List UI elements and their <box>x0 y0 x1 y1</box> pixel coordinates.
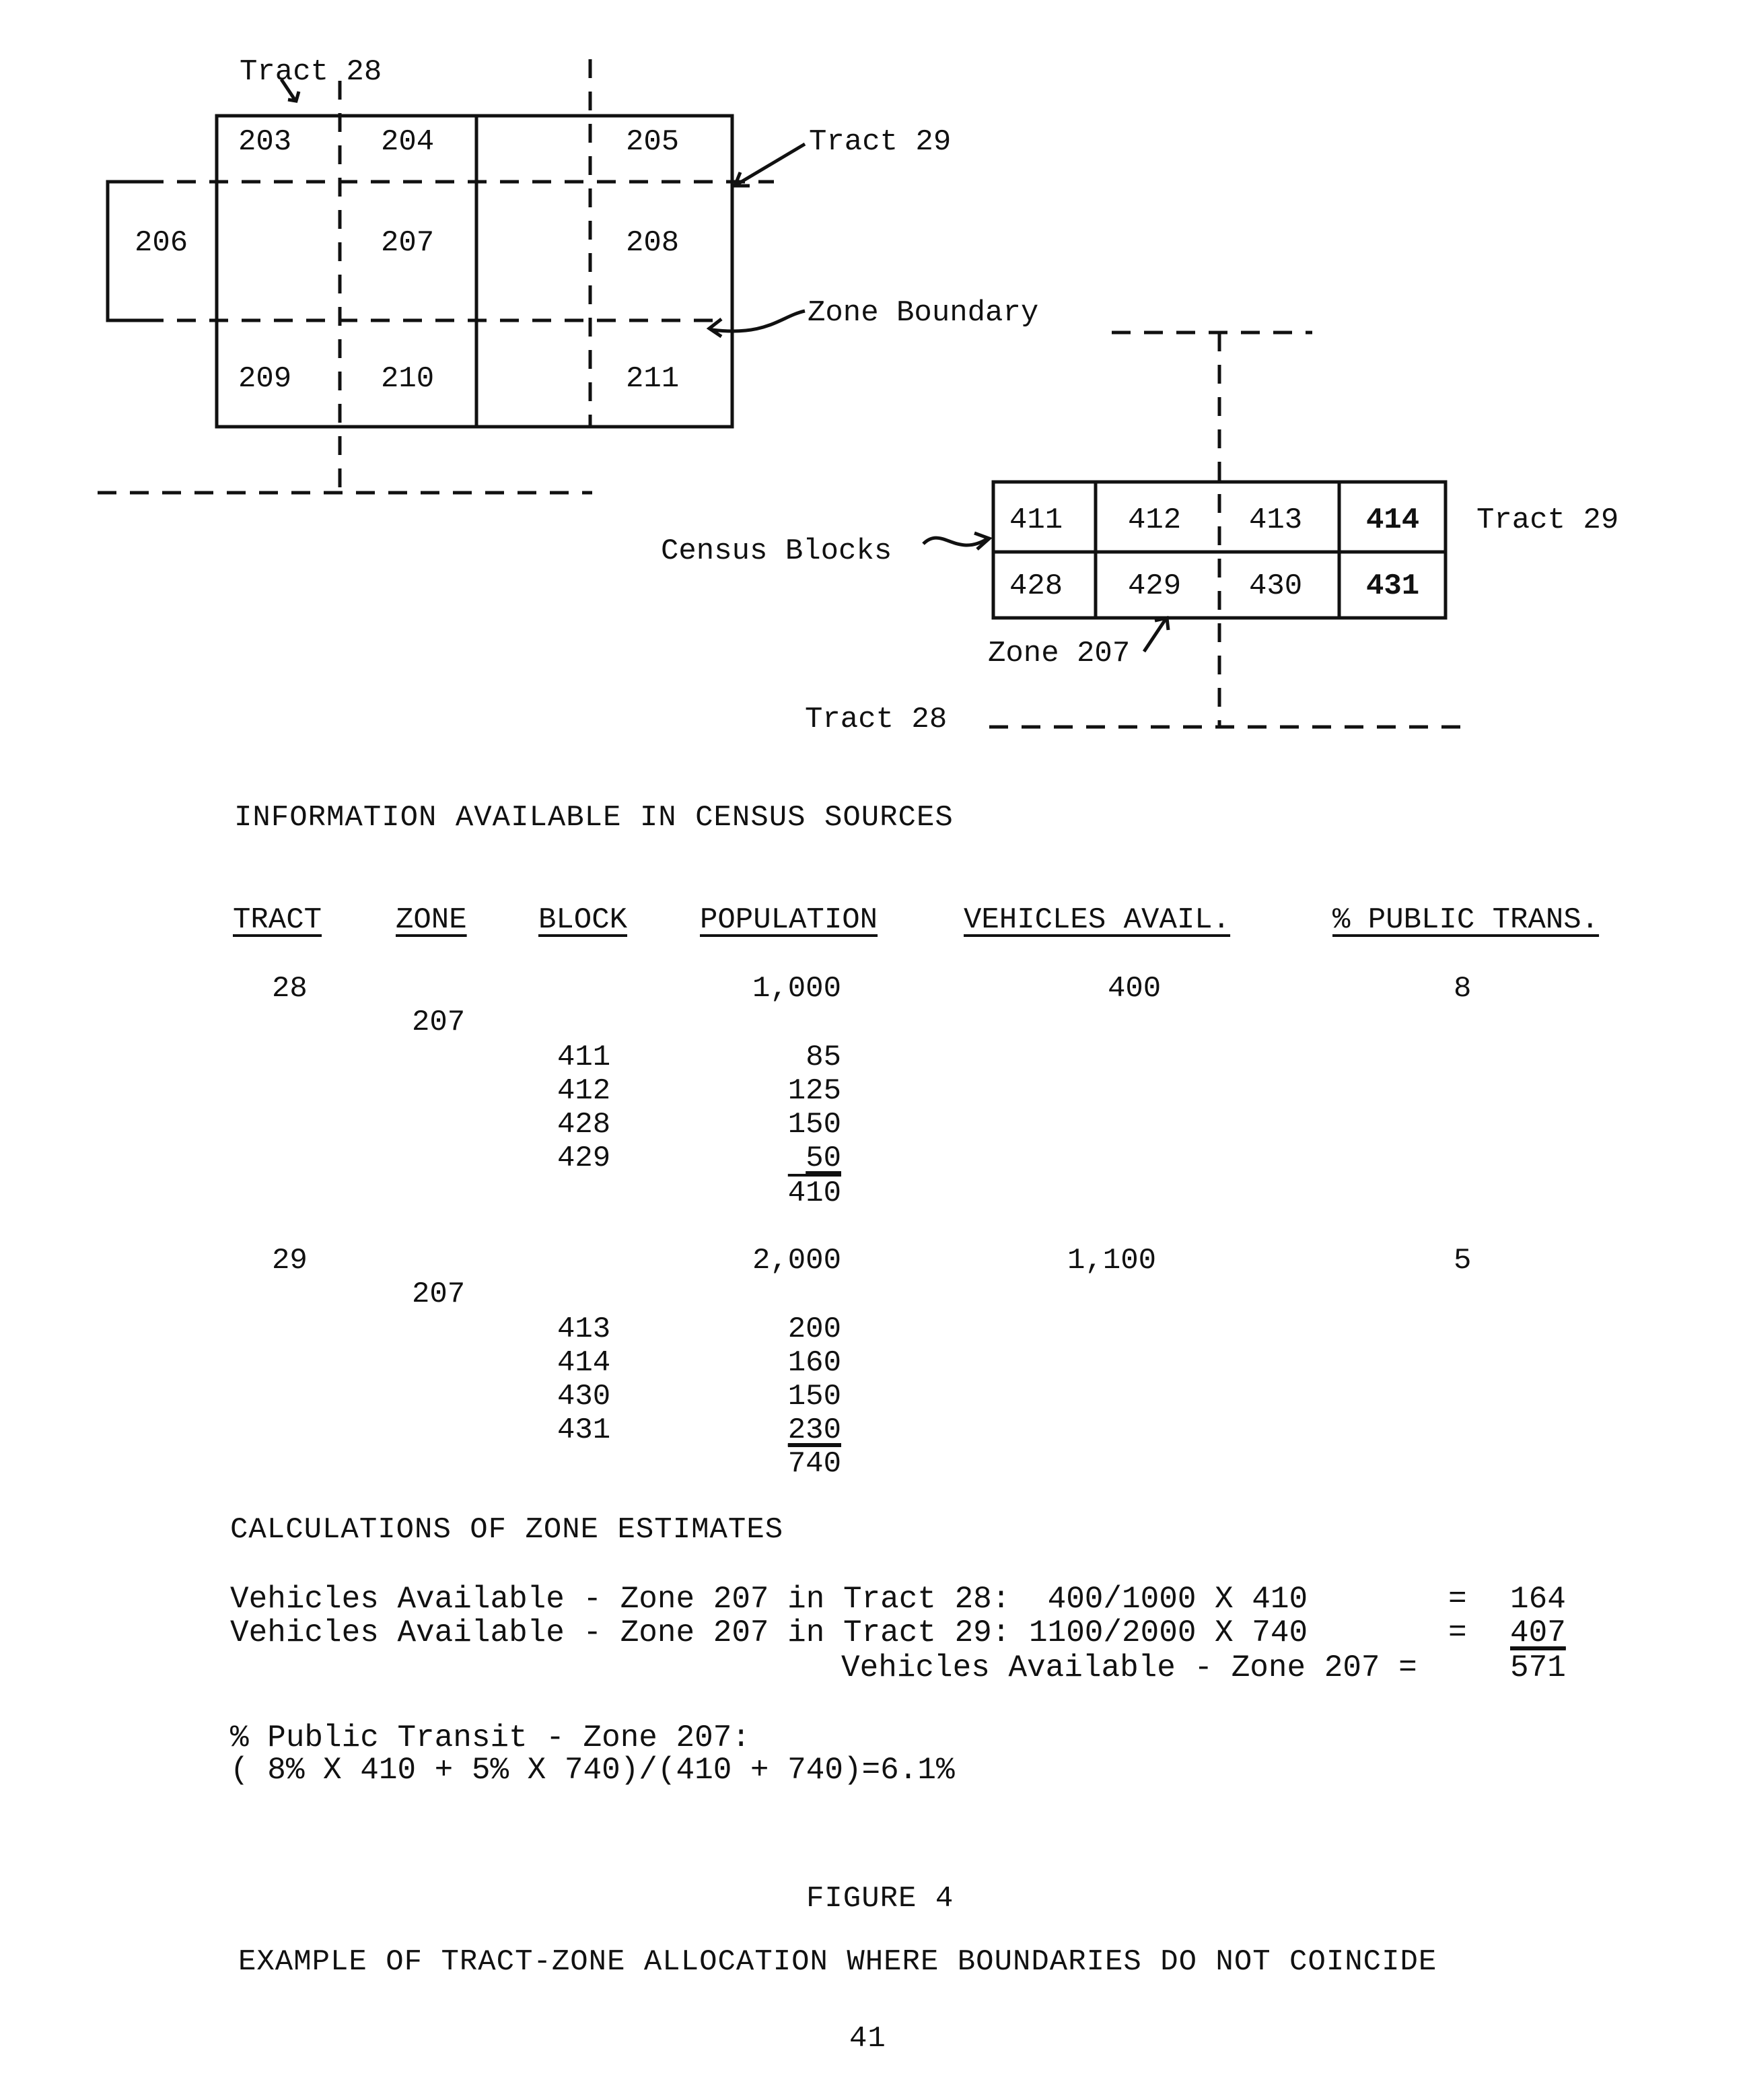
block-cell: 414 <box>1366 503 1420 537</box>
calc-line-1: Vehicles Available - Zone 207 in Tract 28: 400/1000 X 410 <box>230 1582 1308 1617</box>
block-cell: 413 <box>1249 503 1303 537</box>
block-label: 211 <box>626 362 680 396</box>
header-population: POPULATION <box>700 903 878 937</box>
block-population: 85 <box>806 1041 841 1074</box>
calc-line-3: Vehicles Available - Zone 207 = <box>841 1650 1417 1685</box>
header-vehicles: VEHICLES AVAIL. <box>964 903 1231 937</box>
zone-207-label: Zone 207 <box>988 637 1131 670</box>
header-public-trans: % PUBLIC TRANS. <box>1332 903 1600 937</box>
transit-title: % Public Transit - Zone 207: <box>230 1720 750 1755</box>
census-blocks-label: Census Blocks <box>661 534 892 568</box>
block-cell: 430 <box>1249 569 1303 603</box>
tract-29-label: Tract 29 <box>1476 503 1619 537</box>
calc-line-1-eq: = <box>1448 1582 1467 1617</box>
population-value: 1,000 <box>752 972 841 1006</box>
tract-29-label: Tract 29 <box>809 125 952 159</box>
section-title: INFORMATION AVAILABLE IN CENSUS SOURCES <box>234 801 954 835</box>
zone-value: 207 <box>412 1006 466 1039</box>
block-cell: 431 <box>1366 569 1420 603</box>
block-label: 206 <box>135 226 188 260</box>
population-total: 740 <box>787 1447 841 1481</box>
calculations-title: CALCULATIONS OF ZONE ESTIMATES <box>230 1513 784 1547</box>
calc-line-3-result: 571 <box>1510 1650 1566 1685</box>
block-label: 205 <box>626 125 680 159</box>
block-population: 150 <box>787 1380 841 1413</box>
block-cell: 428 <box>1009 569 1063 603</box>
block-population: 50 <box>806 1142 841 1175</box>
block-value: 411 <box>557 1041 611 1074</box>
block-value: 414 <box>557 1346 611 1380</box>
calc-line-2-eq: = <box>1448 1615 1467 1650</box>
header-tract: TRACT <box>233 903 322 937</box>
block-label: 210 <box>381 362 435 396</box>
block-population: 200 <box>787 1312 841 1346</box>
public-trans-value: 5 <box>1454 1244 1472 1278</box>
block-label: 209 <box>238 362 292 396</box>
block-label: 208 <box>626 226 680 260</box>
block-value: 429 <box>557 1142 611 1175</box>
block-value: 428 <box>557 1108 611 1142</box>
tract-28-label: Tract 28 <box>805 703 948 736</box>
public-trans-value: 8 <box>1454 972 1472 1006</box>
figure-number: FIGURE 4 <box>806 1882 954 1916</box>
block-cell: 429 <box>1128 569 1182 603</box>
block-label: 207 <box>381 226 435 260</box>
block-cell: 412 <box>1128 503 1182 537</box>
calc-line-1-result: 164 <box>1510 1582 1566 1617</box>
zone-value: 207 <box>412 1278 466 1311</box>
tract-value: 29 <box>272 1244 308 1278</box>
allocation-diagram <box>0 0 1747 754</box>
block-value: 412 <box>557 1074 611 1108</box>
header-zone: ZONE <box>396 903 467 937</box>
vehicles-value: 1,100 <box>1067 1244 1157 1278</box>
calc-line-2: Vehicles Available - Zone 207 in Tract 29: 1100/2000 X 740 <box>230 1615 1308 1650</box>
figure-caption: EXAMPLE OF TRACT-ZONE ALLOCATION WHERE BOUNDARIES DO NOT COINCIDE <box>238 1945 1437 1979</box>
block-label: 203 <box>238 125 292 159</box>
block-population: 150 <box>787 1108 841 1142</box>
block-population: 125 <box>787 1074 841 1108</box>
page-number: 41 <box>849 2022 886 2056</box>
block-cell: 411 <box>1009 503 1063 537</box>
zone-boundary-label: Zone Boundary <box>808 296 1039 330</box>
header-block: BLOCK <box>538 903 628 937</box>
tract-value: 28 <box>272 972 308 1006</box>
block-population: 160 <box>787 1346 841 1380</box>
block-value: 431 <box>557 1413 611 1447</box>
tract-28-label: Tract 28 <box>240 55 382 89</box>
population-total: 410 <box>787 1177 841 1210</box>
block-value: 413 <box>557 1312 611 1346</box>
vehicles-value: 400 <box>1108 972 1162 1006</box>
block-value: 430 <box>557 1380 611 1413</box>
population-value: 2,000 <box>752 1244 841 1278</box>
block-label: 204 <box>381 125 435 159</box>
transit-formula: ( 8% X 410 + 5% X 740)/(410 + 740)=6.1% <box>230 1753 955 1788</box>
block-population: 230 <box>787 1413 841 1447</box>
calc-line-2-result: 407 <box>1510 1615 1566 1650</box>
